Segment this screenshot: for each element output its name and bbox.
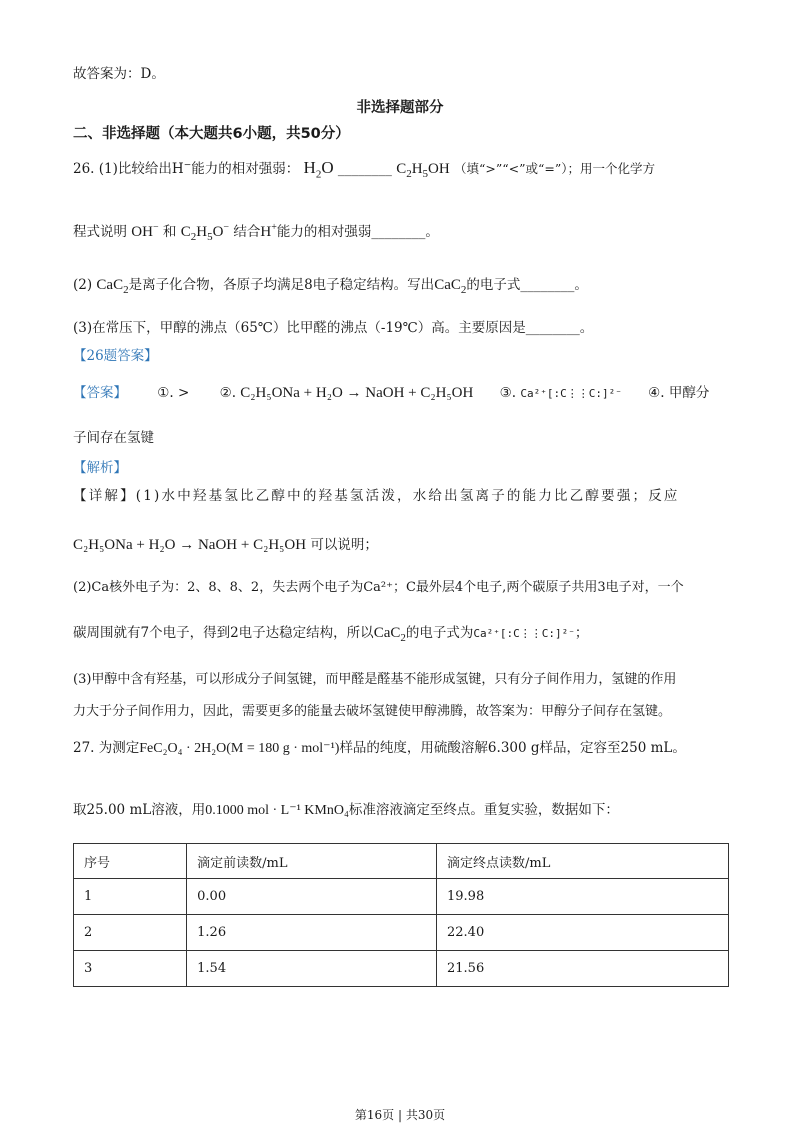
answer-continuation: 子间存在氢键 <box>73 430 154 446</box>
detail-paragraph-1: 【详解】(1)水中羟基氢比乙醇中的羟基氢活泼，水给出氢离子的能力比乙醇要强；反应 <box>73 488 680 504</box>
table-cell: 22.40 <box>437 915 729 951</box>
detail-paragraph-4: (3)甲醇中含有羟基，可以形成分子间氢键，而甲醛是醛基不能形成氢键，只有分子间作用力，氢键的作用 <box>73 672 677 687</box>
formula-hydroxide: OH− <box>131 222 159 240</box>
table-cell: 0.00 <box>187 879 437 915</box>
q26-line2: 程式说明 OH− 和 $C_2H_5O^-$ 结合H+能力的相对强弱________。 <box>73 222 439 243</box>
table-cell: 2 <box>74 915 187 951</box>
formula-ferrous-oxalate: FeC₂O₄ · 2H₂O(M = 180 g · mol⁻¹) <box>139 741 340 756</box>
formula-cac2: CaC$_2$ <box>96 277 129 296</box>
formula-proton: H+ <box>260 222 277 240</box>
table-header: 滴定终点读数/mL <box>437 844 729 879</box>
formula-ethanol: $C_2H_5OH$ <box>396 161 450 180</box>
answer-equation: C₂H₅ONa + H₂O → NaOH + C₂H₅OH <box>240 385 474 401</box>
q26-part2: (2) CaC$_2$是离子化合物，各原子均满足8电子稳定结构。写出CaC$_2$的电子式________。 <box>73 277 588 296</box>
table-header-row <box>74 844 729 879</box>
table-cell: 1 <box>74 879 187 915</box>
titration-table <box>73 843 729 987</box>
formula-water: $H_2O$ <box>303 158 334 181</box>
q27-line2: 取25.00 mL溶液，用0.1000 mol · L⁻¹ KMnO₄标准溶液滴定至终点。重复实验，数据如下： <box>73 802 619 818</box>
page-footer: 第16页 | 共30页 <box>354 1108 446 1122</box>
q26-number: 26. <box>73 161 95 177</box>
table-row <box>74 915 729 951</box>
formula-cac2: CaC$_2$ <box>373 625 406 644</box>
section-title: 非选择题部分 <box>356 100 444 116</box>
detail-equation-line: C₂H₅ONa + H₂O → NaOH + C₂H₅OH 可以说明； <box>73 537 378 553</box>
detail-paragraph-5: 力大于分子间作用力，因此，需要更多的能量去破坏氢键使甲醇沸腾，故答案为：甲醇分子间存在氢键。 <box>73 704 672 719</box>
analysis-tag: 【解析】 <box>73 460 127 476</box>
q26-line1: 26. (1)比较给出H−能力的相对强弱： $H_2O$ ________ $C_2H_5OH$ （填“>”“<”或“=”）；用一个化学方 <box>73 158 656 181</box>
answer-line: 【答案】 ①. > ②. C₂H₅ONa + H₂O → NaOH + C₂H₅OH ③. Ca²⁺[:C⋮⋮C:]²⁻ ④. 甲醇分 <box>73 385 710 401</box>
q27-line1: 27. 为测定FeC₂O₄ · 2H₂O(M = 180 g · mol⁻¹)样品的纯度，用硫酸溶解6.300 g样品，定容至250 mL。 <box>73 740 686 756</box>
table-cell: 1.26 <box>187 915 437 951</box>
lewis-structure-cac2: Ca²⁺[:C⋮⋮C:]²⁻ <box>473 627 575 640</box>
answer-tag: 【26题答案】 <box>73 348 158 364</box>
table-row <box>74 951 729 987</box>
formula-kmno4: 0.1000 mol · L⁻¹ KMnO₄ <box>205 803 349 818</box>
answer-label: 【答案】 <box>73 385 127 401</box>
table-header: 滴定前读数/mL <box>187 844 437 879</box>
lewis-structure-cac2: Ca²⁺[:C⋮⋮C:]²⁻ <box>520 387 622 400</box>
table-cell: 1.54 <box>187 951 437 987</box>
blank: ________ <box>337 161 392 177</box>
table-header: 序号 <box>74 844 187 879</box>
table-cell: 19.98 <box>437 879 729 915</box>
table-row <box>74 879 729 915</box>
part-heading: 二、非选择题（本大题共6小题，共50分） <box>73 126 350 142</box>
formula-ethoxide: $C_2H_5O^-$ <box>180 222 230 243</box>
detail-paragraph-3: 碳周围就有7个电子，得到2电子达稳定结构，所以CaC$_2$的电子式为Ca²⁺[:C⋮⋮C:]²⁻； <box>73 625 589 644</box>
table-cell: 3 <box>74 951 187 987</box>
detail-paragraph-2: (2)Ca核外电子为：2、8、8、2，失去两个电子为Ca²⁺；C最外层4个电子,两个碳原子共用3电子对，一个 <box>73 580 684 595</box>
previous-answer-conclusion: 故答案为：D。 <box>73 66 165 82</box>
detail-equation: C₂H₅ONa + H₂O → NaOH + C₂H₅OH <box>73 537 307 553</box>
q26-text: (1)比较给出H <box>98 161 184 177</box>
q26-part3: (3)在常压下，甲醇的沸点（65℃）比甲醛的沸点（-19℃）高。主要原因是________。 <box>73 320 594 336</box>
formula-cac2: CaC$_2$ <box>434 277 467 296</box>
table-cell: 21.56 <box>437 951 729 987</box>
